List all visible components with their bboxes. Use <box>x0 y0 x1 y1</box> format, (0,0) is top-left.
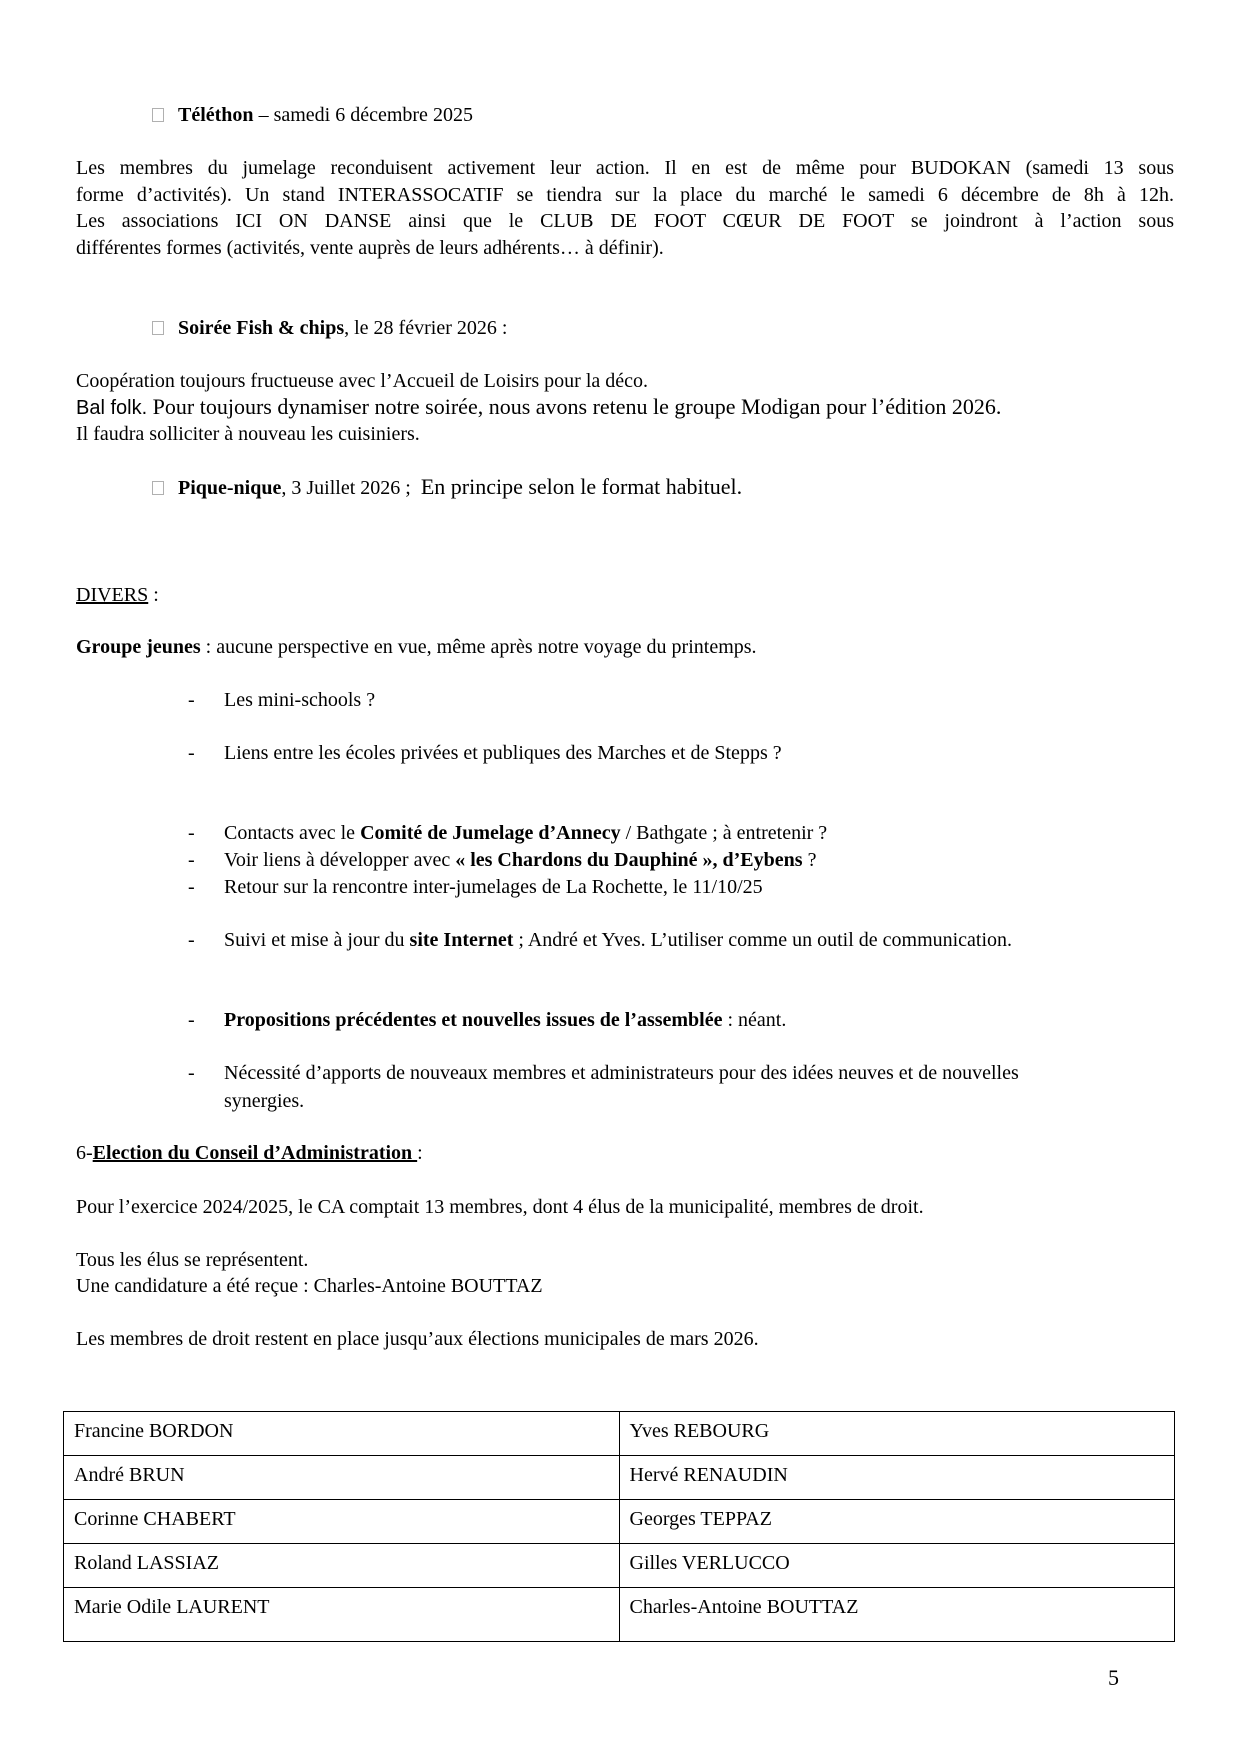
dash-6: - <box>188 929 195 951</box>
divers-item-3 <box>224 820 827 846</box>
telethon-paragraph <box>76 155 1174 261</box>
item-3-part-b: Comité de Jumelage d’Annecy <box>360 822 621 844</box>
member-cell: Corinne CHABERT <box>64 1500 620 1544</box>
divers-item-7 <box>224 1007 786 1033</box>
election-paragraph-3: Une candidature a été reçue : Charles-Antoine BOUTTAZ <box>76 1275 543 1297</box>
telethon-line-4: différentes formes (activités, vente auprès de leurs adhérents… à définir). <box>76 236 664 259</box>
fish-heading <box>152 315 507 341</box>
divers-colon: : <box>148 584 159 606</box>
divers-title: DIVERS <box>76 584 149 606</box>
table-row <box>64 1544 1175 1588</box>
telethon-line-1: Les membres du jumelage reconduisent activement leur action. Il en est de même pour BUDOKAN (samedi 13 sous <box>76 157 1174 179</box>
fish-title: Soirée Fish & chips <box>178 317 345 339</box>
divers-item-8-line-1: Nécessité d’apports de nouveaux membres et administrateurs pour des idées neuves et de nouvelles <box>224 1062 1019 1084</box>
member-cell: Hervé RENAUDIN <box>619 1456 1175 1500</box>
election-heading <box>76 1140 423 1166</box>
groupe-jeunes <box>76 634 757 660</box>
groupe-jeunes-label: Groupe jeunes <box>76 636 201 658</box>
dash-3: - <box>188 822 195 844</box>
member-cell: Marie Odile LAURENT <box>64 1588 620 1642</box>
bullet-icon <box>152 108 164 122</box>
item-3-part-c: / Bathgate ; à entretenir ? <box>620 822 828 844</box>
telethon-date: – samedi 6 décembre 2025 <box>253 104 473 126</box>
page-number: 5 <box>1108 1665 1119 1690</box>
divers-heading <box>76 582 159 608</box>
table-row <box>64 1500 1175 1544</box>
fish-line-3: Il faudra solliciter à nouveau les cuisiniers. <box>76 423 420 445</box>
item-6-part-c: ; André et Yves. L’utiliser comme un outil de communication. <box>513 929 1013 951</box>
divers-item-1: Les mini-schools ? <box>224 689 376 711</box>
dash-8: - <box>188 1062 195 1084</box>
divers-item-8-line-2: synergies. <box>224 1090 305 1112</box>
table-row <box>64 1588 1175 1642</box>
member-cell: Roland LASSIAZ <box>64 1544 620 1588</box>
picnic-title: Pique-nique <box>178 477 282 499</box>
dash-2: - <box>188 742 195 764</box>
fish-line-2 <box>76 394 1001 421</box>
groupe-jeunes-text: : aucune perspective en vue, même après notre voyage du printemps. <box>200 636 757 658</box>
member-cell: Yves REBOURG <box>619 1412 1175 1456</box>
divers-item-2: Liens entre les écoles privées et publiques des Marches et de Stepps ? <box>224 742 782 764</box>
bal-folk: Bal folk. <box>76 397 148 419</box>
divers-item-4 <box>224 847 816 873</box>
telethon-heading <box>152 102 473 128</box>
telethon-line-3: Les associations ICI ON DANSE ainsi que le CLUB DE FOOT CŒUR DE FOOT se joindront à l’action sous <box>76 210 1174 232</box>
election-paragraph-2: Tous les élus se représentent. <box>76 1249 309 1271</box>
members-table <box>63 1411 1175 1642</box>
election-title: Election du Conseil d’Administration <box>92 1142 418 1164</box>
fish-line-1: Coopération toujours fructueuse avec l’Accueil de Loisirs pour la déco. <box>76 370 649 392</box>
table-row <box>64 1456 1175 1500</box>
dash-7: - <box>188 1009 195 1031</box>
picnic-date: , 3 Juillet 2026 ; <box>281 477 411 499</box>
telethon-title: Téléthon <box>178 104 254 126</box>
divers-item-5: Retour sur la rencontre inter-jumelages de La Rochette, le 11/10/25 <box>224 876 763 898</box>
telethon-line-2: forme d’activités). Un stand INTERASSOCATIF se tiendra sur la place du marché le samedi 6 décembre de 8h à 12h. <box>76 183 1174 206</box>
dash-5: - <box>188 876 195 898</box>
election-paragraph-1: Pour l’exercice 2024/2025, le CA comptait 13 membres, dont 4 élus de la municipalité, membres de droit. <box>76 1196 924 1218</box>
election-colon: : <box>417 1142 423 1164</box>
divers-item-6 <box>224 927 1012 953</box>
item-7-part-b: : néant. <box>722 1009 787 1031</box>
picnic-heading <box>152 474 742 501</box>
election-paragraph-4: Les membres de droit restent en place jusqu’aux élections municipales de mars 2026. <box>76 1328 759 1350</box>
fish-date: , le 28 février 2026 : <box>344 317 508 339</box>
member-cell: Gilles VERLUCCO <box>619 1544 1175 1588</box>
dash-4: - <box>188 849 195 871</box>
dash-1: - <box>188 689 195 711</box>
item-6-part-a: Suivi et mise à jour du <box>224 929 410 951</box>
election-number: 6- <box>76 1142 93 1164</box>
bullet-icon <box>152 321 164 335</box>
item-4-part-c: ? <box>802 849 817 871</box>
item-3-part-a: Contacts avec le <box>224 822 361 844</box>
bullet-icon <box>152 481 164 495</box>
table-row <box>64 1412 1175 1456</box>
member-cell: André BRUN <box>64 1456 620 1500</box>
picnic-note: En principe selon le format habituel. <box>420 474 743 499</box>
item-7-part-a: Propositions précédentes et nouvelles issues de l’assemblée <box>224 1009 723 1031</box>
member-cell: Georges TEPPAZ <box>619 1500 1175 1544</box>
fish-line-2-rest: Pour toujours dynamiser notre soirée, nous avons retenu le groupe Modigan pour l’édition 2026. <box>147 394 1002 419</box>
item-4-part-b: « les Chardons du Dauphiné », d’Eybens <box>455 849 803 871</box>
item-6-part-b: site Internet <box>409 929 514 951</box>
member-cell: Francine BORDON <box>64 1412 620 1456</box>
item-4-part-a: Voir liens à développer avec <box>224 849 456 871</box>
member-cell: Charles-Antoine BOUTTAZ <box>619 1588 1175 1642</box>
